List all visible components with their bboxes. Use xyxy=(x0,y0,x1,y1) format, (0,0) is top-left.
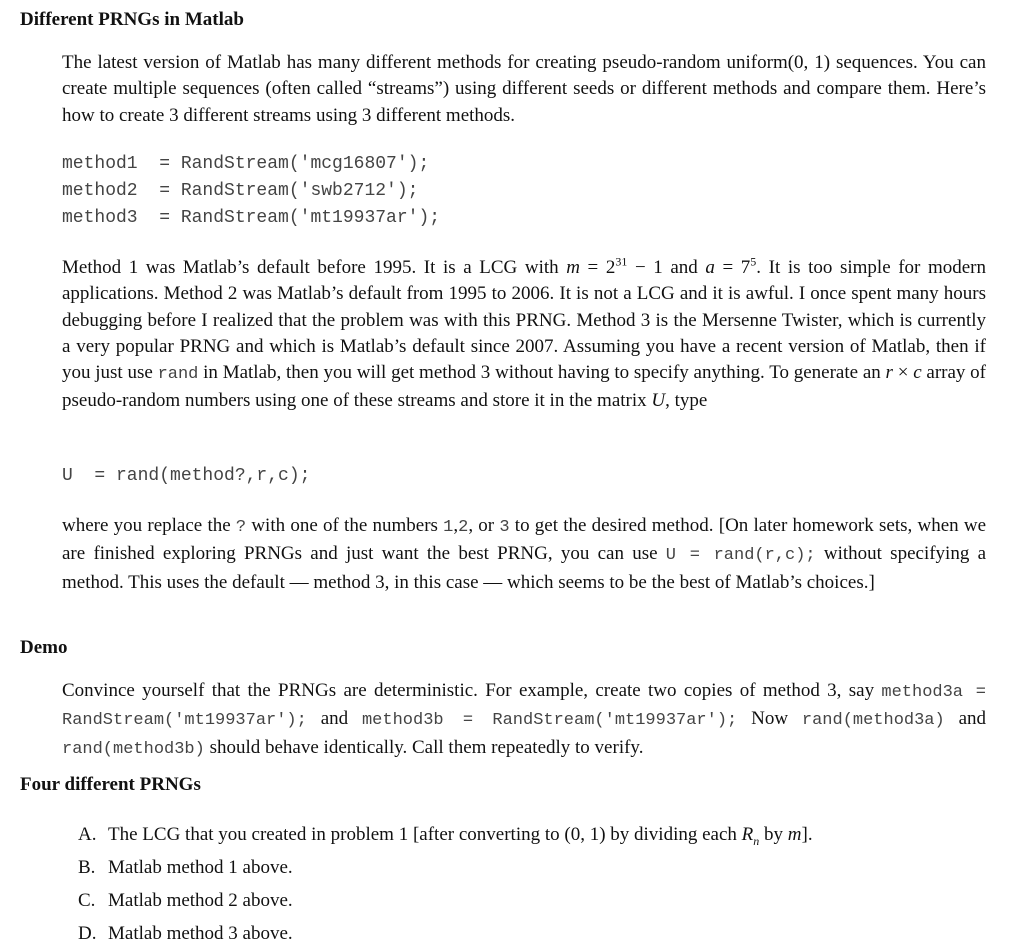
methods-text-1: Method 1 was Matlab’s default before 1995. It is a LCG with xyxy=(62,257,567,278)
inline-code-method3a: method3a = RandStream('mt19937ar'); xyxy=(62,683,986,731)
heading-different-prngs: Different PRNGs in Matlab xyxy=(20,9,244,30)
inline-code-rand-method3b: rand(method3b) xyxy=(62,739,205,759)
list-item-b xyxy=(78,851,978,884)
intro-text-2: sequences. You can create multiple sequences (often called “streams”) using different seeds or different methods and compare them. Here’s how to create 3 different streams using 3 different methods. xyxy=(62,52,986,126)
list-a-text-4: ]. xyxy=(801,824,813,845)
math-var-m: m xyxy=(566,257,580,278)
methods-text-5: , type xyxy=(665,390,708,412)
methods-text-3: in Matlab, then you will get method 3 without having to specify anything. To generate an xyxy=(198,362,886,384)
list-a-text-3: by xyxy=(759,824,788,845)
inline-code-2: 2 xyxy=(458,518,469,537)
inline-code-u-rand-rc: U = rand(r,c); xyxy=(665,546,816,566)
replace-text-2: with one of the numbers xyxy=(246,515,444,536)
replace-paragraph xyxy=(62,513,986,596)
math-times: × xyxy=(892,362,914,384)
methods-text-4: array of pseudo-random numbers using one of these streams and store it in the matrix xyxy=(62,362,987,412)
demo-text-5: should behave identically. Call them repeatedly to verify. xyxy=(204,736,644,758)
replace-text-3: , or xyxy=(468,515,500,536)
list-item-d xyxy=(78,917,978,950)
list-letter: B. xyxy=(78,857,96,878)
math-eq-2: = 7 xyxy=(714,257,751,278)
list-a-math-interval: (0, 1) xyxy=(564,824,606,845)
code-line-method3: method3 = RandStream('mt19937ar'); xyxy=(62,208,441,228)
math-var-a: a xyxy=(705,257,715,278)
math-subscript-n: n xyxy=(753,833,760,848)
prng-list xyxy=(78,818,978,950)
inline-code-rand: rand xyxy=(157,365,199,385)
math-var-r-upper: R xyxy=(741,824,754,845)
list-item-text: Matlab method 3 above. xyxy=(108,923,293,944)
demo-text-2: and xyxy=(306,708,362,730)
code-line-method2: method2 = RandStream('swb2712'); xyxy=(62,181,419,201)
list-letter: D. xyxy=(78,923,97,944)
list-letter: A. xyxy=(78,824,97,845)
list-item-text: Matlab method 2 above. xyxy=(108,890,293,911)
list-item-c xyxy=(78,884,978,917)
math-eq-1b: − 1 and xyxy=(627,257,706,278)
code-line-u-rand: U = rand(method?,r,c); xyxy=(62,466,311,486)
replace-sep-1: , xyxy=(453,515,459,536)
heading-demo: Demo xyxy=(20,637,68,658)
methods-text-2: . It is too simple for modern applications. Method 2 was Matlab’s default from 1995 to 2006. It is not a LCG and it is awful. I once spent many hours debugging before I realized that the problem was with this PRNG. Method 3 is the Mersenne Twister, which is currently a very popular PRNG and which is Matlab’s default since 2007. Assuming you have a recent version of Matlab, then if you just use xyxy=(62,257,986,384)
inline-code-rand-method3a: rand(method3a) xyxy=(801,711,945,731)
list-a-text-2: by dividing each xyxy=(605,824,742,845)
inline-code-1: 1 xyxy=(443,518,454,537)
demo-paragraph xyxy=(62,678,986,763)
demo-text-3: Now xyxy=(737,708,802,730)
intro-text-1: The latest version of Matlab has many different methods for creating pseudo-random uniform xyxy=(62,52,788,73)
math-var-c: c xyxy=(913,362,922,384)
inline-code-method3b: method3b = RandStream('mt19937ar'); xyxy=(361,711,738,731)
code-block-rand-u xyxy=(62,463,310,490)
heading-four-prngs: Four different PRNGs xyxy=(20,774,201,795)
math-eq-1: = 2 xyxy=(579,257,616,278)
code-line-method1: method1 = RandStream('mcg16807'); xyxy=(62,154,430,174)
list-item-text: Matlab method 1 above. xyxy=(108,857,293,878)
list-a-text-1: The LCG that you created in problem 1 [after converting to xyxy=(108,824,565,845)
math-var-u: U xyxy=(651,390,666,412)
list-letter: C. xyxy=(78,890,96,911)
inline-code-question-mark: ? xyxy=(235,518,247,537)
methods-paragraph xyxy=(62,255,986,415)
intro-paragraph xyxy=(62,50,986,129)
list-item-a xyxy=(78,818,978,851)
math-var-m-list: m xyxy=(787,824,802,845)
code-block-methods xyxy=(62,151,440,232)
intro-math-interval: (0, 1) xyxy=(787,52,831,73)
inline-code-3: 3 xyxy=(499,518,510,537)
replace-text-1: where you replace the xyxy=(62,515,236,536)
replace-text-5: without specifying a method. This uses the default — method 3, in this case — which seems to be the best of Matlab’s choices.] xyxy=(62,543,987,593)
math-exponent-31: 31 xyxy=(615,254,628,269)
math-exponent-5: 5 xyxy=(750,254,757,269)
demo-text-1: Convince yourself that the PRNGs are deterministic. For example, create two copies of method 3, say xyxy=(62,680,882,701)
demo-text-4: and xyxy=(944,708,987,730)
math-var-r: r xyxy=(885,362,893,384)
replace-text-4: to get the desired method. [On later homework sets, when we are finished exploring PRNGs and just want the best PRNG, you can use xyxy=(62,515,987,565)
